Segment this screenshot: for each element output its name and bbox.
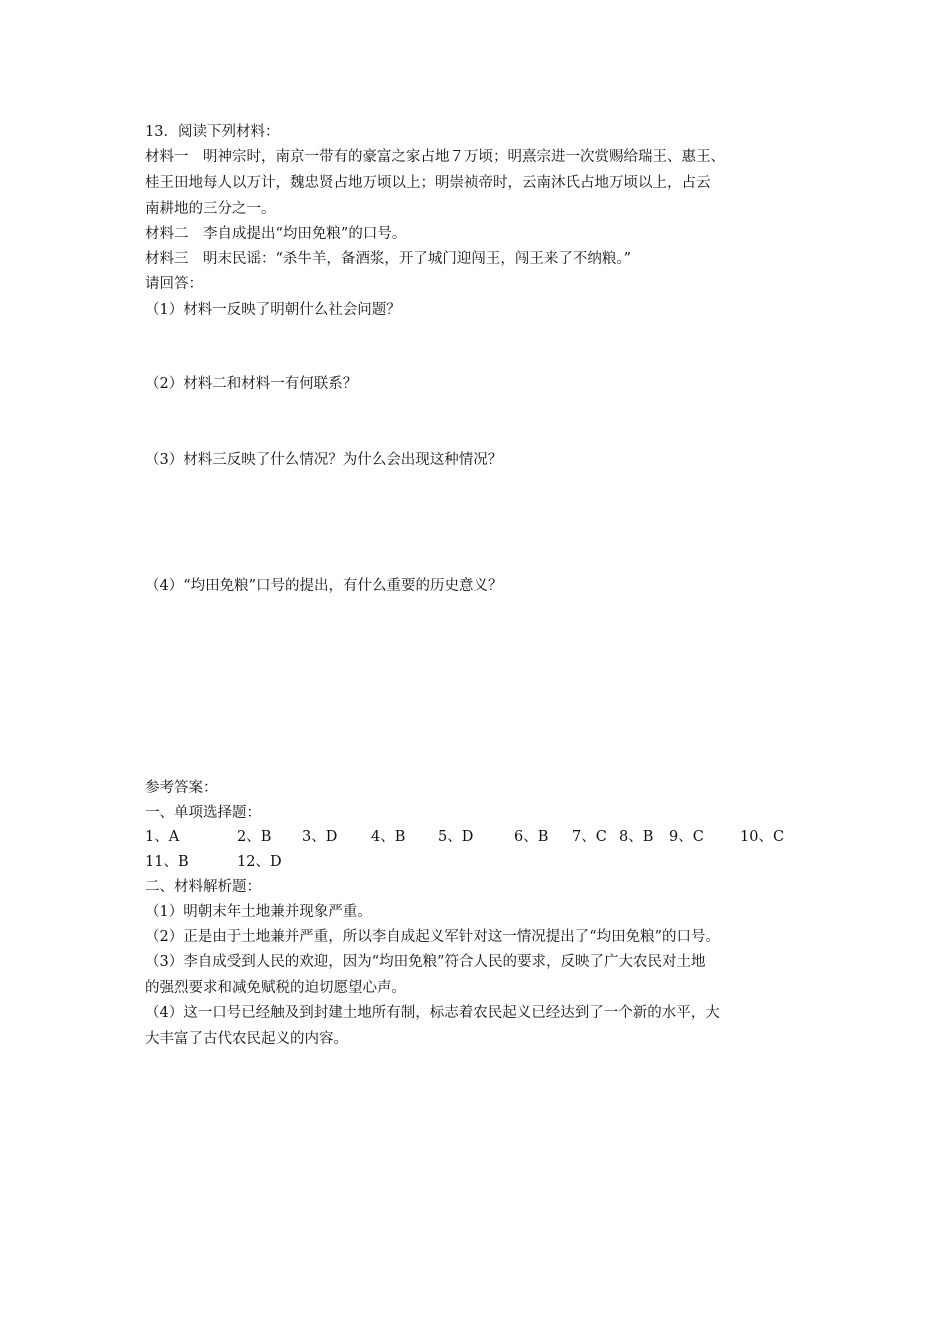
analysis-answer-3-line-2: 的强烈要求和减免赋税的迫切愿望心声。 bbox=[145, 980, 406, 996]
choice-answer: 2、B bbox=[237, 829, 272, 845]
material-1-line-3: 南耕地的三分之一。 bbox=[145, 201, 276, 217]
answer-prompt: 请回答： bbox=[145, 276, 203, 292]
material-2: 材料二 李自成提出“均田免粮”的口号。 bbox=[145, 226, 407, 242]
material-1-line-2: 桂王田地每人以万计，魏忠贤占地万顷以上；明崇祯帝时，云南沐氏占地万顷以上，占云 bbox=[145, 175, 711, 191]
analysis-answer-3-line-1: （3）李自成受到人民的欢迎，因为“均田免粮”符合人民的要求，反映了广大农民对土地 bbox=[145, 954, 706, 970]
question-title: 13．阅读下列材料： bbox=[145, 124, 280, 140]
choice-answer: 12、D bbox=[237, 854, 282, 870]
answers-heading: 参考答案： bbox=[145, 780, 218, 796]
choice-answer: 6、B bbox=[514, 829, 549, 845]
sub-question-1: （1）材料一反映了明朝什么社会问题？ bbox=[145, 302, 401, 318]
section-1-heading: 一、单项选择题： bbox=[145, 805, 261, 821]
choice-answer: 3、D bbox=[302, 829, 338, 845]
choice-answer: 8、B bbox=[619, 829, 654, 845]
choice-answer: 10、C bbox=[740, 829, 785, 845]
analysis-answer-1: （1）明朝末年土地兼并现象严重。 bbox=[145, 904, 372, 920]
sub-question-3: （3）材料三反映了什么情况？为什么会出现这种情况？ bbox=[145, 452, 503, 468]
choice-answer: 11、B bbox=[145, 854, 189, 870]
sub-question-2: （2）材料二和材料一有何联系？ bbox=[145, 376, 358, 392]
choice-answer: 1、A bbox=[145, 829, 180, 845]
sub-question-4: （4）“均田免粮”口号的提出，有什么重要的历史意义？ bbox=[145, 578, 503, 594]
choice-answer: 4、B bbox=[371, 829, 406, 845]
choice-answers-row-2 bbox=[145, 855, 845, 871]
material-1-line-1: 材料一 明神宗时，南京一带有的豪富之家占地７万顷；明熹宗进一次赏赐给瑞王、惠王、 bbox=[145, 149, 725, 165]
analysis-answer-4-line-2: 大丰富了古代农民起义的内容。 bbox=[145, 1031, 348, 1047]
analysis-answer-4-line-1: （4）这一口号已经触及到封建土地所有制，标志着农民起义已经达到了一个新的水平，大 bbox=[145, 1005, 720, 1021]
choice-answer: 5、D bbox=[438, 829, 474, 845]
choice-answer: 7、C bbox=[572, 829, 607, 845]
choice-answer: 9、C bbox=[669, 829, 704, 845]
choice-answers-row-1 bbox=[145, 830, 845, 846]
material-3: 材料三 明末民谣：“杀牛羊，备酒浆，开了城门迎闯王，闯王来了不纳粮。” bbox=[145, 251, 632, 267]
analysis-answer-2: （2）正是由于土地兼并严重，所以李自成起义军针对这一情况提出了“均田免粮”的口号。 bbox=[145, 929, 721, 945]
section-2-heading: 二、材料解析题： bbox=[145, 879, 261, 895]
